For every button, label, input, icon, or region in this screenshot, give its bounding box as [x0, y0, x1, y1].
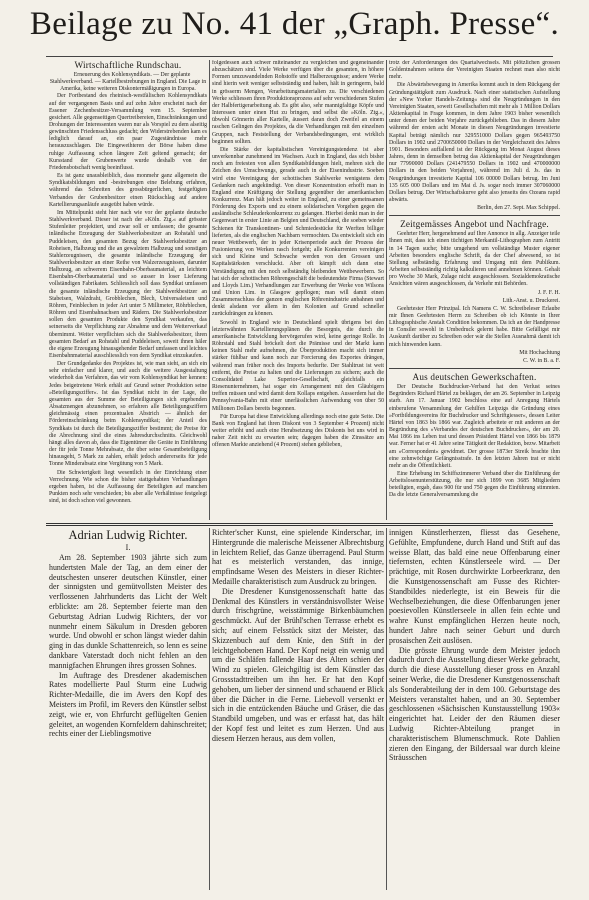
paragraph: Die Schwierigkeit liegt wesentlich in der Einrichtung einer Verrechnung. Wie schon die bisher stattgehabten Verhandlungen ergeben haben, ist die Auffassung der Beteiligten auf manchen Punkten noch sehr verschieden; bis aber alle Verhältnisse festgelegt sind, ist doch schon viel gewonnen.: [49, 469, 207, 505]
paragraph: Am 28. September 1903 jährte sich zum hundertsten Male der Tag, an dem einer der deutschesten unserer deutschen Künstler, einer der sinnigsten und gemütvollsten Meister des verflossenen Jahrhunderts das Licht der Welt erblickte: am 28. September feierte man den Geburtstag Adrian Ludwig Richters, der vor nunmehr einem Säkulum in Dresden geboren wurde. Und obwohl er schon längst wieder dahin ging in das dunkle Schattenreich, so lenn es seine dankbare Vaterstadt doch nicht fehlen an den mannigfachen Ehrungen ihres grossen Sohnes.: [49, 553, 207, 670]
paragraph: Die grösste Ehrung wurde dem Meister jedoch dadurch durch die Ausstellung dieser Werke gebracht, durch die diese Ausstellung dieser gross en Anzahl seiner Werke, die die Dresdener Kunstgenossenschaft als Sonderabteilung der in dem 100. Geburtstage des Meisters veranstaltet haben, und an 30. September geschlossenen »Sächsischen Kunstausstellung 1903« eingerichtet hat. Leider der den Räumen dieser Ludwig Richter-Abteilung pranget in charakteristischem Blumenschmuck. Rote Dahlien zieren den Eingang, der Bildersaal war durch kleine Sträusschen: [389, 645, 560, 763]
paragraph: Sowohl in England wie in Deutschland spielt übrigens bei den letzterwähnten Kartellierungsplänen die Besorgnis, die durch die amerikanische Entwicklung hervörgerufen wird, keine geringe Rolle. In Röhrstahl und Stahl bröckelt dort die Prämisse und der Markt kann keinen Stahl mehr aufnehmen, die Überproduktion macht sich immer stärker fühlbar und kann noch zur Forcierung des Exportes drängen, während man früher noch des Imports bedurfte. Der Stahltrust ist weit entfernt, die Preise zu halten und die Lieferungen zu sichern; auch die Consolidated Lake Superior-Gesellschaft, gleichfalls ein Riesenunternehmen, hat sogar ein Arrangement mit den Gläubigern treffen müssen und wird damit dem Kollaps entgehen. Ausserdem hat die Pennsylvania-Bahn mit einer unerlässlichen Aufwendung von über 50 Millionen Dollars bereits begonnen.: [212, 319, 384, 412]
paragraph: Geehrtester Herr Prinzipal. Ich Namens C. W. Schreibeleser Erlaube mir Ihnen Geehrtesten Herrn zu Schreiben ob ich Könnte in Ihrer Lithographische Anstalt Condition bekommen. Da ich an der Handpresse in Consiler sowohl in Umbedruck gelernt habe. Bitte Gefälligst mir Auskunft darüber zu Schreiben oder wär die Stellen Ausnahmä damit ich mich hinwenden kann.: [389, 305, 560, 348]
column-divider: [386, 60, 387, 520]
richter-column-2: [212, 528, 384, 888]
paragraph: Der Grundgedanke des Projektes ist, wie man sieht, an sich ein sehr einfacher und klarer, und auch die weitere Ausgestaltung wiederholt das Verfahren, das wir vom Kohlensyndikat her kennen: Jedes beigetretene Werk erhält auf Grund seiner Produktion seine »Beteiligungsziffer«. Ist das Syndikat nicht in der Lage, die gesamten aus der Summe der Beteiligungen sich ergebenden Absatzmengen abzunehmen, so erfahren alle Beteiligungsziffern gleichmässig einen prozentualen Abstrich — ähnlich der Fördereinschränkung beim Kohlensyndikat; der Anteil des Syndikats ist durch die Beteiligungsziffer bestimmt; die Preise für die Abrechnung sind die eines Jahresdurchschnitts. Gleichwohl hängt alles davon ab, dass die Eigentümer die Geräte in Einführung der für jede Tonne Mehrabsatz, die über seine Gesamtbeteiligung hinausgeht, 5 Mark zu zahlen, erhält jedoch andererseits für jede Tonne Minderabsatz eine Vergütung von 5 Mark.: [49, 361, 207, 468]
masthead: Beilage zu No. 41 der „Graph. Presse“.: [29, 6, 560, 42]
article-title: Adrian Ludwig Richter.: [68, 528, 188, 542]
paragraph: Eine Erhebung im Schiffszimmerer Verband über die Einführung der Arbeitslosenunterstützung, die nur sich 1899 von 3685 Mitgliedern beteiligten, ergab, dass 900 für und 750 gegen die Einführung stimmten. Da die letzte Generalversammlung die: [389, 470, 560, 499]
column-2: [212, 60, 384, 519]
paragraph: folgedessen auch schwer miteinander zu vergleichen und gegeneinander abzuschätzen sind. Viele Werke verfügen über die gesamten, in höhere Formen umzuwandelnden Rohstoffe und Halberzeugnisse; andere Werke sind hierin weit weniger selbstständig und haben, hält in geringerm, bald in grösserm Mengen, Verarbeitungsmaterialien zu. Die verschiedenen Werke schliessen ihren Produktionsprozess auf sehr verschiedenen Stufen der Halbfertigerarbeitung ab. Es gibt also, sehr mannigfaltige Köpfe und Interessen unter einen Hut zu bringen, und selbst die »Köln. Ztg.«, übwohl Gönnerin aller Kartelle, äussert daran doch Zweifel an einem raschen Gelingen des Projektes, da die Verhandlungen mit den einzelnen Gruppen, nach Feststellung der Verbandsbedingungen, erst wirklich beginnen sollten.: [212, 60, 384, 145]
paragraph: Die Stärke der kapitalistischen Vereinigungstendenz ist aber unverkennbar zunehmend im Wachsen. Auch in England, das sich bisher noch am freiesten von allen Syndikatsbildungen hielt, mehren sich die Zeichen des Umschwungs, gerade auch in der Eisenindustrie. Soeben wird eine Vereinigung der schottischen Stahlwerke wenigstens dem Gedanken nach angekündigt. Von dieser Konzentration erhofft man in England eine Kräftigung der Stellung gegenüber der amerikanischen Konkurrenz. Man hält jedoch weiter in England, zu einer gemeinsamen Förderung des Exports und zu einem solidarischen Vorgehen gegen die ausländische Schleuderkonkurrenz zu gelangen. Hierbei denkt man in der Gegenwart in erster Linie an Belgien und Deutschland, die soeben wieder Schienen für Transkontinen- und Schmiedestücke für Werften billiger lieferten, als die englischen Nachbarn vermochten. Da entwickelt sich ein neuer Wettbewerb, der in jeder Krisenperiode auch der Prozess der Fusionierung von Werken rasch fortgeht; alle Konkurrenten vereinigen sich und Kleine und Schwache werden von den Grossen und Kapitalstärksten verschluckt. Aber oft kämpft sich dann eine Verständigung mit den noch selbständig bleibenden Wettbewerbern. So hat sich der schottischen Röhrengeschäft die bedeutendste Firma (Stewart and Lloyds Lim.) Verhandlungen zur Erwerbung der Werke von Wilsons und Union Lim. in Glasgow gepflogen; man will damit einen Zusammenschluss der ganzen englischen Röhrenindustrie anbahnen und denkt alsdann vor allem in den Kolonien auf Grund schneller zurückdrängen zu können.: [212, 146, 384, 318]
paragraph: Für Europa hat diese Entwicklung allerdings noch eine gute Seite. Die Bank von England hat ihren Diskont von 3 September 4 Prozent) nicht weiter erhöht und auch eine Herabsetzung des Diskonts bei uns wird in naher Zeit nicht zu erwarten sein; dagegen haben die Zinssätze am offenen Markte anziehend (4 Prozent) stehen geblieben,: [212, 413, 384, 449]
article-number: I.: [125, 543, 131, 552]
signature: Mit Hochachtung: [519, 349, 560, 356]
paragraph: Es ist ganz unausbleiblich, dass monmehr ganz allgemein die Syndikatsbildungen und -bestrebungen eine Belebung erfahren, während das Schreiten des grossbürgerlichen, festgefügten Verbandes der Grubenbesitzer einen Rückschlag auf andere Kartellierungsanläufe ausgeübt haben würde.: [49, 173, 207, 208]
paragraph: Geehrter Herr, hergenehmend auf Ihre Annonce in allg. Anzeiger teile Ihnen mit, dass ich einen tüchtigen Merkantil-Lithographen zum Antritt in 14 Tagen suche; bitte umgehend um vollständige Muster eigener Arbeiten besonders englische Schrift, da der Chef abwesend, so ist Stellung selbständig. Erfahrung und Umgang mit dem Publikum. Arbeiten selbstständig richtig kalkulieren und annehmen können. Gehalt pro Woche 30 Mark, Zulage nicht ausgeschlossen. Sozialdemokratische Ansichten wären ausgeschlossen, da Verkehr mit Behörden.: [389, 231, 560, 288]
column-1: [49, 60, 207, 519]
section-title-wirtschaft: Wirtschaftliche Rundschau.: [74, 60, 182, 70]
section-rule: [389, 215, 560, 216]
signature: Berlin, den 27. Sept. Max Schippel.: [477, 205, 560, 212]
signature: J. F. F. H.: [537, 289, 560, 296]
signature: C. W. in B. a. F.: [523, 357, 560, 364]
column-divider: [209, 528, 210, 890]
paragraph: Die Dresdener Kunstgenossenschaft hatte das Denkmal des Künstlers in verständnisvollster Weise durch frischgrüne, weisstämmige Birkenbäumchen geschmückt. Auf der Brühl'schen Terrasse erhebt es sich; auf einem Felsstück sitzt der Meister, das Skizzenbuch auf dem Knie, den Stift in der leichtgehobenen Hand. Der Kopf neigt ein wenig und um die Schläfen fallende Haar des Alten schien der Wind zu spielen. Gleichgiltig ist dem Künstler das Grossstadttreiben um ihn her. Er hat den Kopf gehoben, um lieber der sinnend und schauend er Blick über die Dächer in die Ferne. Liebevoll versenkt er sich in die entzückenden Bäuche und Gräser, die das Standbild umgeben, und was er erfasst hat, das hält der Kopf fest und leitet es zum Herzen. Und aus diesem Herzen heraus, aus dem vollen,: [212, 586, 384, 743]
richter-column-1: [49, 528, 207, 888]
section-title-zeitgemaess: Zeitgemässes Angebot und Nachfrage.: [400, 219, 549, 230]
paragraph: Im Auftrage des Dresdener akademischen Rates modellierte Paul Sturm eine Ludwig Richter-Medaille, die im Avers den Kopf des Meisters im Profil, im Revers den Künstler selbst zeigt, wie er, von Ehrfurcht geflügelten Genien geleitet, an wogenden Kornfeldern dahinschreitet; rechts einer der Lieblingsmotive: [49, 670, 207, 739]
mid-rule: [46, 523, 553, 524]
paragraph: Der Fortbestand des rheinisch-westfälischen Kohlensyndikats auf der vergangenen Basis und auf zehn Jahre erscheint nach der Essener Zechenbesitzer-Versammlung vom 15. September gesichert. Alle gegenseitigen Quertreibereien, Einschränkungen und Drohungen der Interessenten waren nur als Vorspiel zu dem alseitig gewünschten Friedensschluss gedacht; den Widerstrebenden kam es lediglich darauf an, ein paar Zugeständnisse mehr herauszuschlagen. Die Eingeweihteren der Börse haben diese ruhige Auffassung schon längere Zeit geltend gemacht; der Kursstand der Grubenwerte wurde deshalb von der Friedensbotschaft wenig beeinflusst.: [49, 93, 207, 171]
section-title-gewerkschaften: Aus deutschen Gewerkschaften.: [412, 372, 537, 383]
section-subhead: Erneuerung des Kohlensyndikats. — Der geplante Stahlwerkverband. — Kartellbestrebungen in England. Die Lage in Amerika, keine weiteren Diskontermäßigungen in Europa.: [49, 72, 207, 92]
signature: Lith.-Anst. u. Druckerei.: [502, 297, 560, 304]
column-3: [389, 60, 560, 519]
paragraph: Im Mittelpunkt steht hier nach wie vor der geplante deutsche Stahlwerkverband. Dieser ist nach der »Köln. Ztg.« auf grösster Stufenleiter projektiert, und zwar soll er umfassen; die gesamte inländische Erzeugung der Stahlwerksbesitzer an Rohstahl und Puddeleisen, den gesamten Bezug der Stahlwerksbesitzer an Roheisen, Halbzeug und die an gewalztem Halbzeug und sonstigen Stahlerzeugnissen, die gesamte inländische Erzeugung der Stahlwerksbesitzer an einer Reihe von Walzerzeugnissen, darunter Halbzeug, an schwerem Eisenbahn-Oberbaumaterial, an leichtem Eisenbahn-Oberbaumaterial und so ausser in loser Lieferung vollständigen Fabrikaten. Schliesslich soll dass Syndikat umfassen die gesamte inländische Erzeugung der Stahlwerkbesitzer an Stabeisen, Walzdraht, Grobblechen, Blech, Universaleisen und Röhren, Feinblechen in jeder Art unter 5 Millimeter, Röhrblechen, Röhren und Eisenbahnachsen und Rädern. Die Stahlwerksbesitzer sollen den gesamten Produkte den Syndikat verkaufen, das seinerseits die Verpflichtung zur Abnahme und dem Weiterverkauf übernimmt. Weiter verpflichten sich die Stahlwerksbesitzer, ihren gesamten Bedarf an Rohstahl und Puddeleisen, soweit ihnen häler die eigene Erzeugung hinausgehender Bedarf umfassen und leichtes Eisenbahnmaterial ausschliesslich von dem Syndikat einzukaufen.: [49, 209, 207, 360]
paragraph: Richter'scher Kunst, eine spielende Kinderschar, im Hintergrunde die malerische Meissener Albrechtsburg in leichtem Relief, das Ganze überragend. Paul Sturm hat es meisterlich verstanden, das innige, empfindsame Wesen des Meisters in dieser Richter-Medaille charakteristisch zum Ausdruck zu bringen.: [212, 528, 384, 586]
column-divider: [209, 60, 210, 520]
richter-column-3: [389, 528, 560, 888]
paragraph: Die Abwärtsbewegung in Amerika kommt auch in dem Rückgang der Gründungstätigkeit zum Ausdruck. Nach einer statistischen Aufstellung der »New Yorker Handels-Zeitung« sind die Neugründungen in den Vereinigten Staaten, soweit Gesellschaften mit mehr als 1 Million Dollars Aktienkapital in Frage kommen, in dem Jahre 1903 bisher wesentlich unter denen der beiden Vorjahre zurückgeblieben. Das in diesem Jahre während der ersten acht Monate in diesen Neugründungen investierte Kapital beträgt nämlich nur 329551000 Dollars gegen 965493750 Dollars in 1902 und 2700650000 Dollars in der Vergleichszeit des Jahres 1901. Besonders auffallend ist der Rückgang im Monat August dieses Jahres, denn in demselben betrug das Aktienkapital der Neugründungen nur 77990000 Dollars (241479550 Dollars in 1902 und 470000000 Dollars in den beiden Vorjahren), während im Juli d. Js. das in Neugründungen investierte Kapital 106 00000 Dollars betrug. Im Juni 135 605 000 Dollars und im Mai d. Js. sogar noch immer 307060000 Dollars betrug. Der Wirtschaftskurve geht also jenseits des Ozeans rapid abwärts.: [389, 82, 560, 203]
paragraph: innigen Künstlerherzen, fliesst das Gesehene, Gefühlte, Empfundene, durch Hand und Stift auf das weisse Blatt, das bald eine neue Offenbarung einer tiefernsten, echten Künstlerseele wird. — Der prächtige, mit Rosen durchwirkte Lorbeerkranz, den die Kunstgenossenschaft am Fusse des Richter-Standbildes niederlegte, ist ein Beweis für die Wechselbeziehungen, die diese Offenbarungen jener poesievollen Künstlerseele in allen fein echte und wahre Kunst empfänglichen Herzen heute noch, hundert Jahre nach seiner Geburt und durch prosaischen Zeit auslösen.: [389, 528, 560, 645]
top-rule: [46, 56, 553, 57]
paragraph: Der Deutsche Buchdrucker-Verband hat den Verlust seines Begründers Richard Härtel zu beklagen, der am 26. September in Leipzig starb. Am 17. Januar 1902 beschloss eine auf Anregung Härtels einberufene Versammlung der Gehilfen Leipzigs die Gründung eines »Fortbildungsvereins für Buchdrucker und Schriftgiesser«, dessen Leiter Härtel von 1863 bis 1866 war. Zugleich arbeitete er mit anderen an der Begründung des »Verbandes der deutschen Buchdrucker«, der am 20. Mai 1866 ins Leben trat und dessen Präsident Härtel von 1866 bis 1879 war. Ferner hat er 41 Jahre seine Tätigkeit der Redaktion, bezw. Mitarbeit am »Correspondent« gewidmet. Der grosse 1873er Streik brachte ihm eine zehnwöchige Gefängnisstrafe. In den letzten Jahren trat er nicht mehr an die Öffentlichkeit.: [389, 384, 560, 469]
paragraph: trotz der Anforderungen des Quartalwechsels. Mit plötzlichen grossen Goldentnahmen seitens der Vereinigten Staaten rechnet man also nicht mehr.: [389, 60, 560, 81]
mid-rule: [46, 525, 553, 526]
column-divider: [386, 528, 387, 890]
section-rule: [389, 368, 560, 369]
